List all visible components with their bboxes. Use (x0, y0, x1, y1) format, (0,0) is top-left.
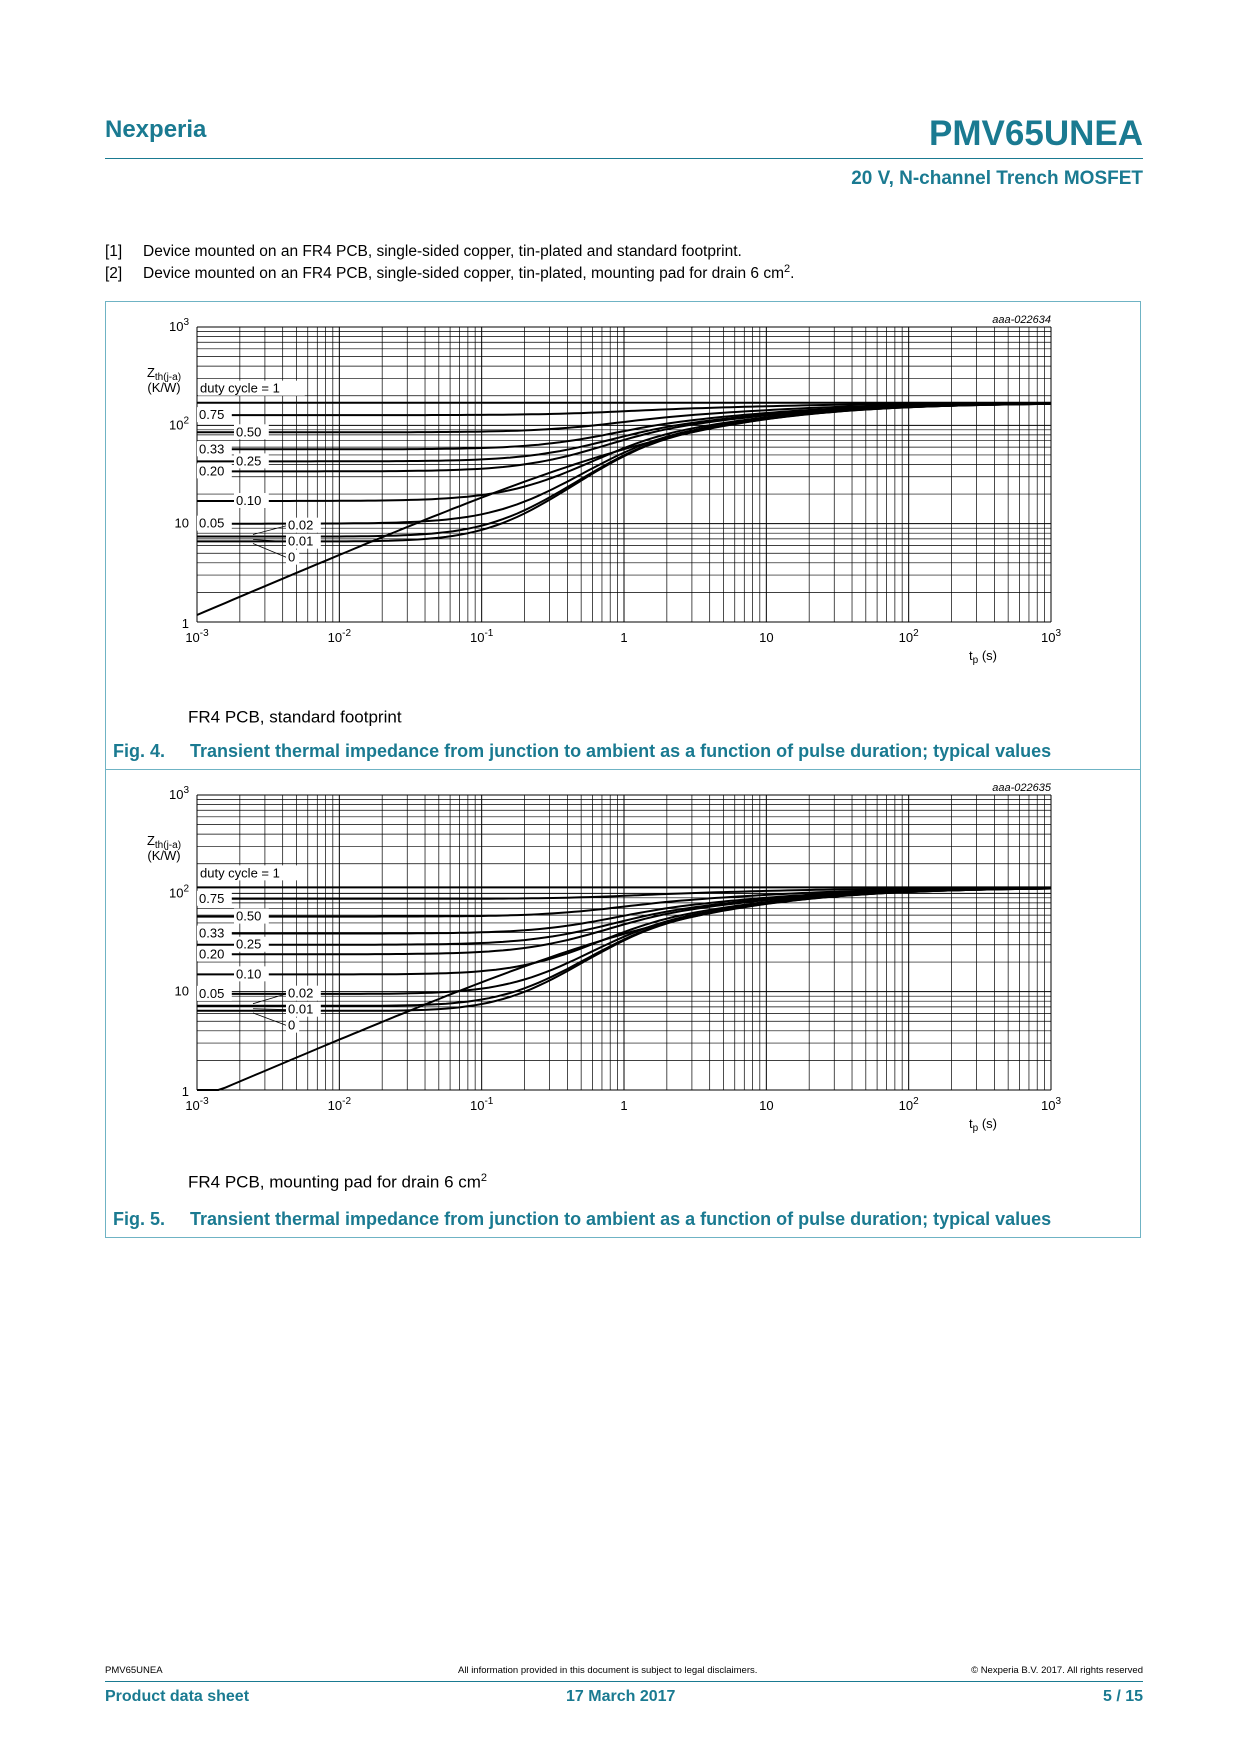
x-tick-label: $10^{-3}$ (185, 1096, 209, 1113)
chart-condition: FR4 PCB, mounting pad for drain 6 $cm^2$ (188, 1172, 488, 1192)
series-label: 0.05 (199, 985, 225, 1001)
series-label: 0.10 (236, 966, 262, 982)
x-axis-label: $t_p$ (s) (969, 648, 997, 666)
y-axis-label: $Z_{th(j-a)}$ (146, 833, 182, 851)
y-tick-label: $10^2$ (168, 415, 189, 433)
x-tick-label: $10^{-1}$ (469, 628, 494, 645)
series-label: 0.05 (199, 515, 225, 531)
series-label: 0.75 (199, 407, 225, 423)
figure-caption (113, 1209, 1051, 1230)
series-label: 0.20 (199, 946, 225, 962)
figure-code: aaa-022634 (992, 314, 1051, 326)
series-label: 0.50 (236, 908, 262, 924)
series-leader-line (253, 994, 287, 1004)
product-title: PMV65UNEA (929, 114, 1143, 153)
y-tick-label: 1 (181, 1084, 189, 1099)
x-tick-label: 10 (759, 630, 774, 645)
series-label: 0.01 (288, 533, 314, 549)
note-number: [2] (105, 265, 123, 283)
x-tick-label: $10^2$ (898, 628, 919, 645)
y-tick-label: $10^2$ (168, 883, 189, 901)
note-1 (105, 243, 742, 261)
note-text: Device mounted on an FR4 PCB, single-sided copper, tin-plated and standard footprint. (143, 243, 742, 260)
y-tick-label: 10 (174, 983, 189, 999)
figure-label: Fig. 4. (113, 741, 166, 761)
product-subtitle: 20 V, N-channel Trench MOSFET (851, 168, 1143, 189)
figure-caption-text: Transient thermal impedance from junction to ambient as a function of pulse duration; typical values (190, 1209, 1052, 1229)
footer-page: 5 / 15 (1102, 1688, 1143, 1705)
y-axis-unit: (K/W) (147, 848, 181, 863)
series-label: 0.25 (236, 453, 262, 469)
series-label: 0.02 (288, 517, 314, 533)
note-text: Device mounted on an FR4 PCB, single-sided copper, tin-plated, mounting pad for drain 6 cm (143, 265, 785, 283)
x-tick-label: $10^{-1}$ (469, 1096, 494, 1113)
figure-code: aaa-022635 (992, 782, 1051, 794)
header-rule (105, 158, 1143, 159)
series-leader-line (253, 1009, 287, 1010)
note-end: . (790, 265, 795, 283)
y-tick-label: $10^3$ (168, 785, 189, 802)
note-superscript: 2 (784, 263, 791, 275)
y-axis-unit: (K/W) (147, 380, 181, 395)
series-label: 0.33 (199, 925, 225, 941)
x-tick-label: $10^3$ (1040, 628, 1062, 645)
series-label: 0.25 (236, 936, 262, 952)
x-tick-label: $10^{-3}$ (185, 628, 209, 645)
x-tick-label: $10^3$ (1040, 1096, 1062, 1113)
footer-rule (105, 1681, 1143, 1682)
y-tick-label: $10^3$ (168, 317, 189, 334)
y-axis-label: $Z_{th(j-a)}$ (146, 365, 182, 383)
figure-caption (113, 741, 1051, 762)
chart-plot (197, 327, 1051, 622)
series-label: 0.01 (288, 1001, 314, 1017)
series-label: duty cycle = 1 (200, 380, 280, 396)
series-label: 0.10 (236, 493, 262, 509)
figure-caption-text: Transient thermal impedance from junction to ambient as a function of pulse duration; typical values (190, 741, 1052, 761)
series-label: 0.33 (199, 441, 225, 457)
series-label: 0 (288, 1017, 296, 1033)
series-label: duty cycle = 1 (200, 865, 280, 881)
footer-doc-id: PMV65UNEA (105, 1665, 163, 1676)
note-number: [1] (105, 243, 123, 260)
x-tick-label: $10^{-2}$ (327, 628, 352, 645)
y-tick-label: 10 (174, 515, 189, 531)
series-label: 0.75 (199, 890, 225, 906)
thermal-impedance-chart-fig5 (106, 770, 1142, 1200)
y-tick-label: 1 (181, 616, 189, 631)
footer-disclaimer: All information provided in this document is subject to legal disclaimers. (458, 1665, 758, 1676)
x-tick-label: 1 (620, 1098, 628, 1113)
figure-4 (105, 301, 1141, 770)
figure-label: Fig. 5. (113, 1209, 166, 1229)
series-label: 0.50 (236, 424, 262, 440)
x-axis-label: $t_p$ (s) (969, 1116, 997, 1134)
figure-5 (105, 769, 1141, 1238)
chart-condition: FR4 PCB, standard footprint (188, 707, 402, 727)
footer-copyright: © Nexperia B.V. 2017. All rights reserved (971, 1665, 1143, 1676)
series-label: 0.20 (199, 463, 225, 479)
x-tick-label: $10^2$ (898, 1096, 919, 1113)
thermal-impedance-chart-fig4 (106, 302, 1142, 732)
series-leader-line (253, 1013, 287, 1026)
x-tick-label: $10^{-2}$ (327, 1096, 352, 1113)
series-label: 0 (288, 549, 296, 565)
footer-doc-type: Product data sheet (105, 1688, 250, 1705)
x-tick-label: 1 (620, 630, 628, 645)
x-tick-label: 10 (759, 1098, 774, 1113)
brand-name: Nexperia (105, 116, 207, 143)
footer-date: 17 March 2017 (566, 1688, 676, 1705)
note-2 (105, 263, 794, 283)
series-label: 0.02 (288, 985, 314, 1001)
